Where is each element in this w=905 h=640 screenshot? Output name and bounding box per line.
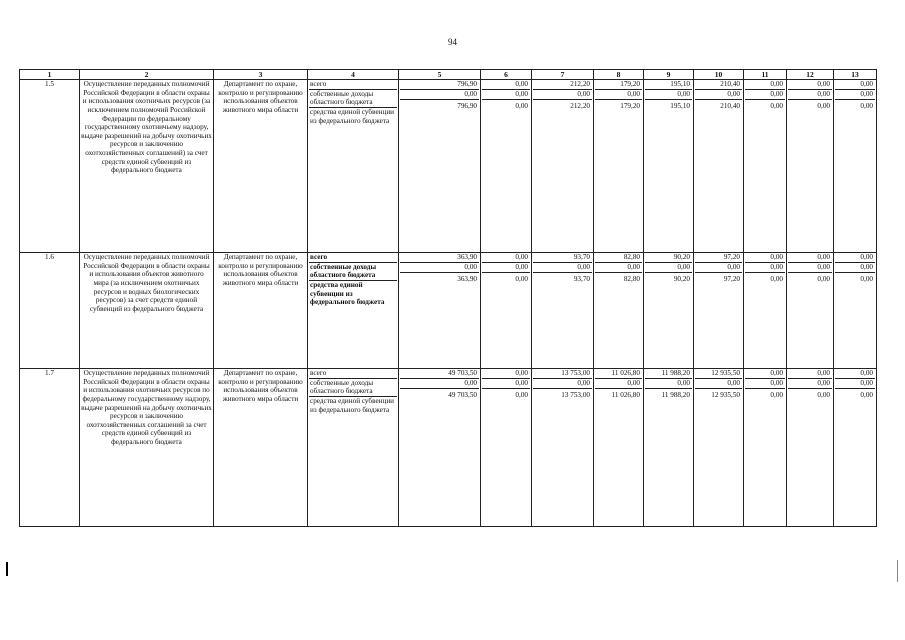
header-cell: 7 xyxy=(532,70,594,80)
value-cell: 0,00 0,00 0,00 xyxy=(481,80,532,253)
row-description: Осуществление переданных полномочий Российской Федерации в области охраны и использования охотничьих ресурсов по федеральному государственному надзору, выдаче разрешений на добычу охотничьих ресурсов и заключению охотхозяйственных соглашений за счет средств единой субвенций из федерального бюджета xyxy=(80,369,214,527)
row-number: 1.5 xyxy=(20,80,80,253)
row-number: 1.6 xyxy=(20,253,80,369)
row-number: 1.7 xyxy=(20,369,80,527)
source-federal: средства единой субвенции из федерального бюджета xyxy=(310,280,385,307)
table-header-row xyxy=(20,70,877,80)
row-department: Департамент по охране, контролю и регулированию использования объектов животного мира области xyxy=(214,369,308,527)
header-cell: 1 xyxy=(20,70,80,80)
table-row xyxy=(20,369,877,527)
header-cell: 10 xyxy=(694,70,744,80)
funding-sources xyxy=(308,369,399,527)
source-federal: средства единой субвенции из федерального бюджета xyxy=(310,396,395,414)
header-cell: 3 xyxy=(214,70,308,80)
source-total: всего xyxy=(309,369,397,379)
value-cell: 0,00 0,00 0,00 xyxy=(744,253,787,369)
value-cell: 0,00 0,00 0,00 xyxy=(787,80,834,253)
header-cell: 5 xyxy=(399,70,481,80)
header-cell: 8 xyxy=(594,70,644,80)
value-cell: 49 703,50 0,00 49 703,50 xyxy=(399,369,481,527)
funding-sources xyxy=(308,80,399,253)
header-cell: 2 xyxy=(80,70,214,80)
page-number: 94 xyxy=(448,37,457,47)
source-regional: собственные доходы областного бюджета xyxy=(309,263,397,281)
scan-edge-mark xyxy=(897,560,898,582)
source-regional: собственные доходы областного бюджета xyxy=(309,90,397,108)
value-cell: 0,00 0,00 0,00 xyxy=(481,369,532,527)
value-cell: 0,00 0,00 0,00 xyxy=(744,369,787,527)
row-description: Осуществление переданных полномочий Российской Федерации в области охраны и использования объектов животного мира (за исключением охотничьих ресурсов и водных биологических ресурсов) за счет средств единой субвенций из федерального бюджета xyxy=(80,253,214,369)
value-cell: 0,00 0,00 0,00 xyxy=(787,253,834,369)
value-cell: 363,90 0,00 363,90 xyxy=(399,253,481,369)
value-cell: 195,10 0,00 195,10 xyxy=(644,80,694,253)
value-cell: 12 935,50 0,00 12 935,50 xyxy=(694,369,744,527)
value-cell: 11 988,20 0,00 11 988,20 xyxy=(644,369,694,527)
source-regional: собственные доходы областного бюджета xyxy=(309,379,397,397)
value-cell: 0,00 0,00 0,00 xyxy=(787,369,834,527)
value-cell: 82,80 0,00 82,80 xyxy=(594,253,644,369)
header-cell: 9 xyxy=(644,70,694,80)
scan-edge-mark xyxy=(6,562,8,576)
source-federal: средства единой субвенции из федерального бюджета xyxy=(310,107,395,125)
source-total: всего xyxy=(309,253,397,263)
value-cell: 90,20 0,00 90,20 xyxy=(644,253,694,369)
value-cell: 210,40 0,00 210,40 xyxy=(694,80,744,253)
value-cell: 0,00 0,00 0,00 xyxy=(834,369,877,527)
value-cell: 212,20 0,00 212,20 xyxy=(532,80,594,253)
source-total: всего xyxy=(309,80,397,90)
header-cell: 6 xyxy=(481,70,532,80)
value-cell: 0,00 0,00 0,00 xyxy=(834,80,877,253)
table-row xyxy=(20,253,877,369)
value-cell: 13 753,00 0,00 13 753,00 xyxy=(532,369,594,527)
row-department: Департамент по охране, контролю и регулированию использования объектов животного мира области xyxy=(214,253,308,369)
row-department: Департамент по охране, контролю и регулированию использования объектов животного мира области xyxy=(214,80,308,253)
value-cell: 11 026,80 0,00 11 026,80 xyxy=(594,369,644,527)
table-row xyxy=(20,80,877,253)
funding-sources xyxy=(308,253,399,369)
header-cell: 11 xyxy=(744,70,787,80)
header-cell: 4 xyxy=(308,70,399,80)
header-cell: 13 xyxy=(834,70,877,80)
value-cell: 796,90 0,00 796,90 xyxy=(399,80,481,253)
header-cell: 12 xyxy=(787,70,834,80)
value-cell: 0,00 0,00 0,00 xyxy=(481,253,532,369)
value-cell: 0,00 0,00 0,00 xyxy=(744,80,787,253)
value-cell: 0,00 0,00 0,00 xyxy=(834,253,877,369)
value-cell: 179,20 0,00 179,20 xyxy=(594,80,644,253)
budget-table xyxy=(19,69,877,527)
value-cell: 93,70 0,00 93,70 xyxy=(532,253,594,369)
value-cell: 97,20 0,00 97,20 xyxy=(694,253,744,369)
row-description: Осуществление переданных полномочий Российской Федерации в области охраны и использования охотничьих ресурсов (за исключением полномочий Российской Федерации по федеральному государственному охотничьему надзору, выдаче разрешений на добычу охотничьих ресурсов и заключению охотхозяйственных соглашений) за счет средств единой субвенций из федерального бюджета xyxy=(80,80,214,253)
